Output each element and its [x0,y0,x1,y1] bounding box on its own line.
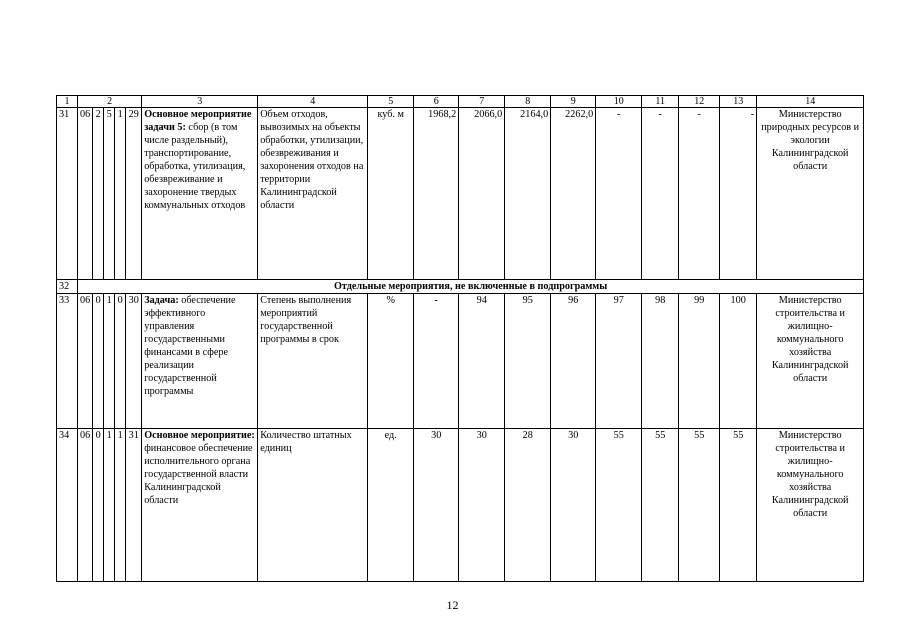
code-part: 06 [78,429,93,582]
code-part: 0 [115,294,126,429]
header-cell: 11 [642,96,679,108]
header-cell: 5 [368,96,414,108]
value-cell: 100 [720,294,757,429]
value-cell: - [596,108,642,280]
unit: % [368,294,414,429]
page-number: 12 [446,598,459,612]
code-part: 29 [126,108,142,280]
value-cell: 94 [459,294,505,429]
activity-name [142,294,258,429]
section-row [57,280,864,294]
code-part: 5 [104,108,115,280]
unit: ед. [368,429,414,582]
value-cell: - [642,108,679,280]
header-cell: 1 [57,96,78,108]
value-cell: 98 [642,294,679,429]
value-cell: 2262,0 [551,108,596,280]
program-table [56,95,864,582]
activity-name-bold: Задача: [144,295,179,306]
value-cell: - [679,108,720,280]
row-number: 31 [57,108,78,280]
row-number: 34 [57,429,78,582]
code-part: 1 [104,429,115,582]
code-part: 06 [78,108,93,280]
header-cell: 14 [757,96,864,108]
value-cell: 96 [551,294,596,429]
activity-name-rest: финансовое обеспечение исполнительного органа государственной власти Калининградской области [144,443,253,506]
responsible-body: Министерство строительства и жилищно-коммунального хозяйства Калининградской области [757,429,864,582]
activity-name-rest: сбор (в том числе раздельный), транспортирование, обработка, утилизация, обезвреживание и захоронение твердых коммунальных отходов [144,122,246,211]
value-cell: 99 [679,294,720,429]
header-row [57,96,864,108]
value-cell: 2066,0 [459,108,505,280]
row-number: 33 [57,294,78,429]
code-part: 1 [115,429,126,582]
value-cell: 55 [679,429,720,582]
value-cell: 28 [505,429,551,582]
table-row [57,108,864,280]
code-part: 0 [93,429,104,582]
header-cell: 8 [505,96,551,108]
value-cell: 55 [596,429,642,582]
section-title: Отдельные мероприятия, не включенные в подпрограммы [78,280,864,294]
code-part: 06 [78,294,93,429]
header-cell: 3 [142,96,258,108]
activity-name-rest: обеспечение эффективного управления государственными финансами в сфере реализации государственной программы [144,295,236,397]
unit: куб. м [368,108,414,280]
header-cell: 6 [414,96,459,108]
code-part: 30 [126,294,142,429]
code-part: 31 [126,429,142,582]
responsible-body: Министерство природных ресурсов и экологии Калининградской области [757,108,864,280]
value-cell: - [414,294,459,429]
header-cell: 7 [459,96,505,108]
value-cell: 1968,2 [414,108,459,280]
activity-name-bold: Основное мероприятие: [144,430,255,441]
value-cell: 2164,0 [505,108,551,280]
header-cell: 13 [720,96,757,108]
indicator-name: Количество штатных единиц [258,429,368,582]
code-part: 1 [104,294,115,429]
code-part: 1 [115,108,126,280]
table-row [57,294,864,429]
value-cell: 97 [596,294,642,429]
value-cell: 55 [720,429,757,582]
header-cell: 10 [596,96,642,108]
activity-name [142,429,258,582]
header-cell: 9 [551,96,596,108]
header-cell: 2 [78,96,142,108]
value-cell: 95 [505,294,551,429]
value-cell: 30 [459,429,505,582]
activity-name-bold: Основное мероприятие задачи 5: [144,109,252,133]
indicator-name: Степень выполнения мероприятий государственной программы в срок [258,294,368,429]
activity-name [142,108,258,280]
header-cell: 12 [679,96,720,108]
value-cell: 55 [642,429,679,582]
table-row [57,429,864,582]
header-cell: 4 [258,96,368,108]
value-cell: 30 [414,429,459,582]
value-cell: 30 [551,429,596,582]
responsible-body: Министерство строительства и жилищно-коммунального хозяйства Калининградской области [757,294,864,429]
row-number: 32 [57,280,78,294]
indicator-name: Объем отходов, вывозимых на объекты обработки, утилизации, обезвреживания и захоронения отходов на территории Калининградской области [258,108,368,280]
code-part: 2 [93,108,104,280]
code-part: 0 [93,294,104,429]
value-cell: - [720,108,757,280]
